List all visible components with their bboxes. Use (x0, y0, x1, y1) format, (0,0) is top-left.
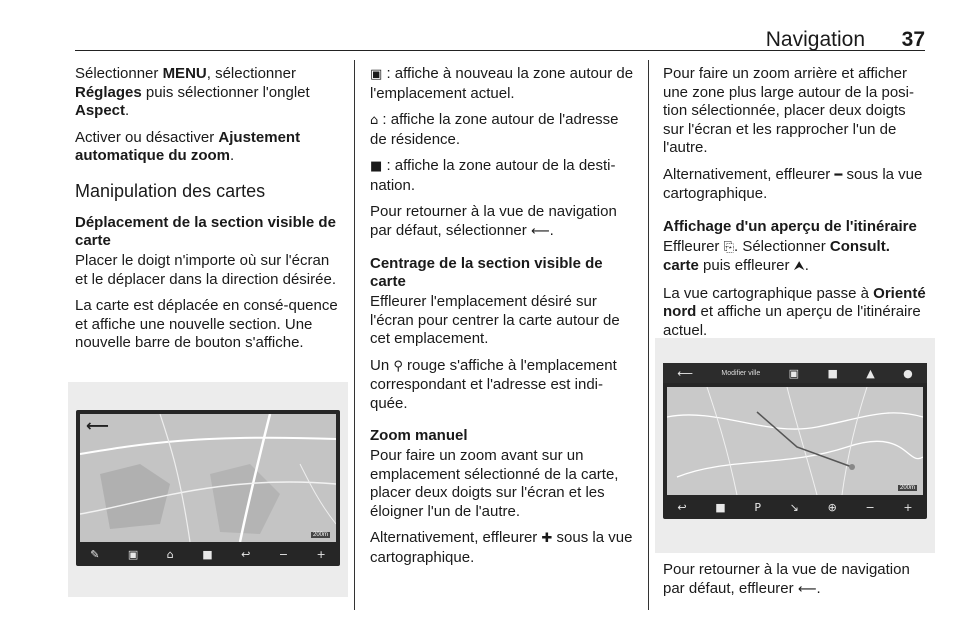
text: Pour retourner à la vue de navigation par défaut, effleurer (663, 561, 910, 597)
map-pin-icon: ⚲ (393, 358, 403, 374)
text: . (230, 147, 235, 164)
map-topbar (663, 363, 927, 383)
subsection-heading: Centrage de la section visible de carte (370, 255, 603, 290)
destination-icon: ■ (370, 159, 383, 174)
page-header (75, 28, 925, 51)
back-arrow-icon: ⟵ (530, 223, 550, 239)
map-view (80, 414, 336, 542)
text: Alternativement, effleurer (370, 529, 542, 546)
text: : affiche la zone autour de la desti-nation. (370, 157, 616, 194)
map-roads (667, 387, 923, 495)
destination-icon: ■ (715, 500, 726, 514)
map-scale: 200m (312, 532, 328, 538)
text: : affiche à nouveau la zone autour de l'emplacement actuel. (370, 65, 634, 102)
column-divider (354, 60, 355, 610)
home-icon: ⌂ (166, 547, 174, 561)
text: La vue cartographique passe à (663, 284, 874, 302)
destination-icon: ■ (827, 366, 838, 380)
section-title: Navigation (765, 28, 865, 51)
paragraph: Pour faire un zoom avant sur un emplacement sélectionné de la carte, placer deux doigts sur l'écran et les éloigner l'un de l'autre. (370, 447, 619, 520)
return-icon: ↩ (241, 547, 251, 561)
text: Sélectionner (75, 65, 163, 82)
text: rouge s'affiche à l'emplacement correspondant et l'adresse est indi-quée. (370, 356, 617, 412)
car-position-icon: ▣ (370, 67, 383, 82)
paragraph (370, 65, 634, 103)
car-icon: ▣ (788, 366, 800, 380)
paragraph (663, 166, 927, 204)
paragraph: Pour retourner à la vue de navigation par défaut, sélectionner ⟵. (370, 203, 617, 239)
section-heading: Manipulation des cartes (75, 180, 266, 201)
map-roads (80, 414, 336, 542)
text: : affiche la zone autour de l'adresse de résidence. (370, 111, 619, 148)
page-number: 37 (901, 28, 925, 51)
paragraph: Pour retourner à la vue de navigation par défaut, effleurer ⟵. (663, 561, 910, 597)
consult-carte-term: Consult. carte (663, 237, 890, 274)
text: Activer ou désactiver (75, 128, 219, 146)
car-icon: ▣ (127, 547, 139, 561)
paragraph: Placer le doigt n'importe où sur l'écran et le déplacer dans la direction désirée. (75, 252, 336, 288)
back-arrow-icon: ⟵ (86, 416, 109, 435)
paragraph (75, 65, 343, 121)
subsection-heading: Déplacement de la section visible de carte (75, 214, 336, 249)
text: Un (370, 356, 394, 374)
paragraph (663, 238, 927, 277)
menu-term: MENU (162, 65, 207, 82)
map-toolbar (76, 542, 340, 566)
paragraph (370, 357, 634, 414)
minus-icon: − (865, 500, 875, 514)
paragraph (370, 157, 634, 195)
minus-icon: − (278, 547, 289, 561)
paragraph (75, 129, 343, 166)
home-icon: ⌂ (370, 113, 379, 128)
topbar-label: Modifier ville (721, 369, 761, 377)
column-1 (75, 65, 343, 361)
display-screen (663, 363, 927, 519)
display-screen (76, 410, 340, 566)
paragraph: La carte est déplacée en consé-quence et affiche une nouvelle section. Une nouvelle barre de bouton s'affiche. (75, 297, 338, 351)
subsection-heading: Zoom manuel (370, 427, 468, 444)
minus-icon: ━ (834, 167, 843, 183)
subsection-heading: Affichage d'un aperçu de l'itinéraire (663, 217, 917, 235)
text: puis effleurer (698, 257, 794, 274)
column-3-footer (663, 561, 927, 607)
text: . (804, 257, 809, 274)
route-icon: ↘ (789, 500, 799, 514)
parking-icon: P (754, 500, 761, 514)
text: sous la vue cartographique. (370, 529, 633, 566)
text: , sélectionner (206, 65, 296, 82)
back-arrow-icon: ⟵ (677, 366, 693, 380)
paragraph: Effleurer l'emplacement désiré sur l'écran pour centrer la carte autour de cet emplacement. (370, 293, 620, 347)
settings-icon: ● (903, 366, 913, 380)
plus-icon: ✚ (541, 531, 553, 546)
column-2 (370, 65, 634, 575)
reglages-term: Réglages (75, 83, 142, 101)
text: . Sélectionner (734, 237, 830, 255)
back-arrow-icon: ⟵ (797, 581, 817, 597)
route-overview-figure (655, 338, 935, 553)
column-3 (663, 65, 927, 348)
text: puis sélectionner l'onglet (141, 83, 310, 101)
paragraph (370, 111, 634, 149)
text: . (125, 102, 130, 119)
text: Pour retourner à la vue de navigation par défaut, sélectionner (370, 203, 617, 239)
text: sous la vue cartographique. (663, 165, 923, 202)
map-toolbar (663, 495, 927, 519)
oriente-nord-term: Orienté nord (663, 284, 926, 320)
text: et affiche un aperçu de l'itinéraire actuel. (663, 303, 921, 339)
map-view (667, 387, 923, 495)
map-screenshot-figure (68, 382, 348, 597)
route-options-icon: ⎘ (723, 239, 734, 255)
map-scale: 200m (899, 485, 915, 491)
plus-icon: + (903, 500, 913, 514)
target-icon: ⊕ (827, 500, 837, 514)
paragraph (370, 529, 634, 567)
plus-icon: + (316, 547, 326, 561)
paragraph (663, 285, 927, 341)
column-divider (648, 60, 649, 610)
north-icon: ⮝ (793, 259, 805, 274)
return-icon: ↩ (677, 500, 687, 514)
destination-icon: ■ (202, 547, 213, 561)
edit-icon: ✎ (90, 547, 100, 561)
aspect-term: Aspect (75, 102, 126, 119)
north-icon: ▲ (866, 366, 875, 380)
paragraph: Pour faire un zoom arrière et afficher une zone plus large autour de la posi-tion sélectionnée, placer deux doigts sur l'écran et les rapprocher l'un de l'autre. (663, 65, 915, 156)
text: Alternativement, effleurer (663, 165, 835, 183)
zoom-term: Ajustement automatique du zoom (75, 128, 301, 164)
text: Effleurer (663, 237, 724, 255)
